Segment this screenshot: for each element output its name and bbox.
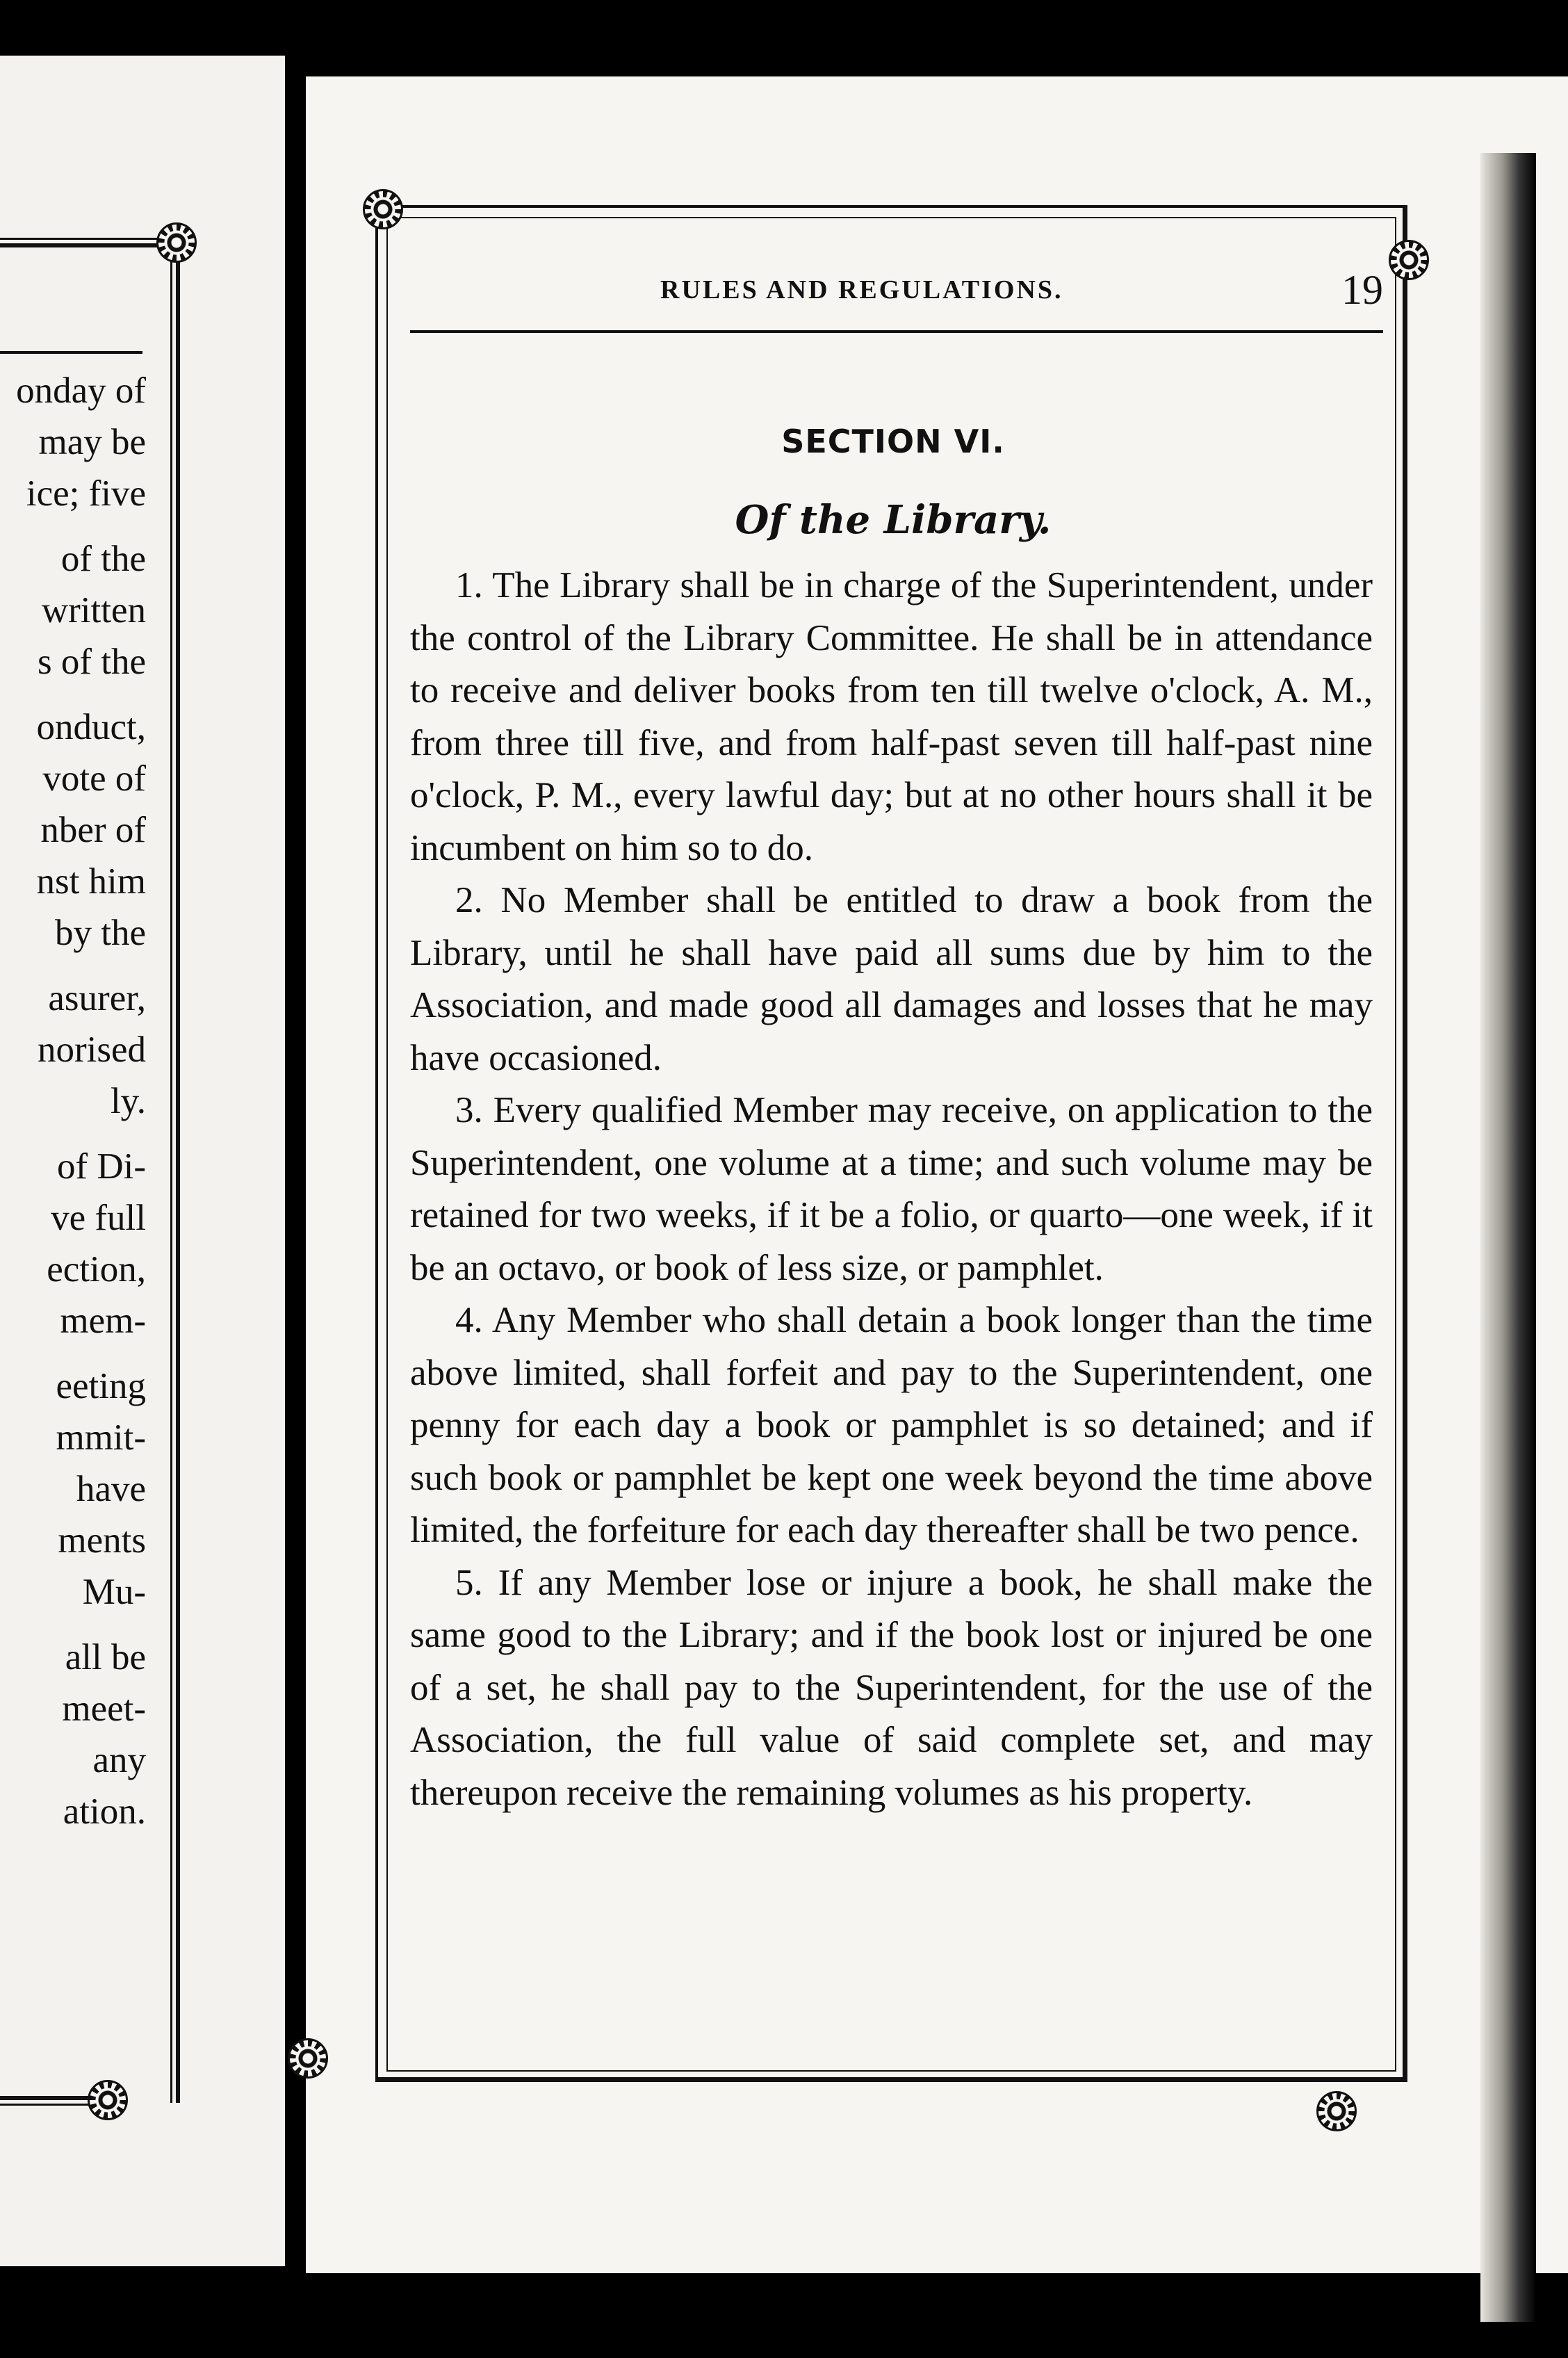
rosette-ornament-icon xyxy=(363,189,403,229)
text-line: eeting xyxy=(56,1366,146,1406)
text-line: onday of xyxy=(16,371,146,411)
rosette-ornament-icon xyxy=(156,222,197,263)
text-line: of the xyxy=(60,539,146,579)
text-line: Mu- xyxy=(82,1572,146,1612)
paragraph: 2. No Member shall be entitled to draw a book from the Library, until he shall have paid all sums due by him to the Association, and made good all damages and losses that he may have occasioned. xyxy=(410,880,1373,1078)
text-line: ation. xyxy=(63,1791,146,1832)
text-line: by the xyxy=(55,913,146,953)
text-line: may be xyxy=(38,422,146,462)
text-line: have xyxy=(76,1469,146,1509)
text-line: ice; five xyxy=(26,473,146,514)
paragraph: 5. If any Member lose or injure a book, he shall make the same good to the Library; and if the book lost or injured be one of a set, he shall pay to the Superintendent, for the use of the Association, the full value of said complete set, and may thereupon receive the remaining volumes as his property. xyxy=(410,1562,1373,1813)
section-title: SECTION VI. xyxy=(781,423,1005,460)
section-subtitle: Of the Library. xyxy=(735,497,1052,543)
text-line: ve full xyxy=(51,1198,146,1238)
left-page-text xyxy=(0,365,146,1837)
left-frame-top-border xyxy=(0,238,177,247)
text-line: ments xyxy=(58,1520,146,1561)
text-line: nst him xyxy=(36,861,146,902)
text-line: ly. xyxy=(110,1081,146,1121)
page-number: 19 xyxy=(1341,267,1383,313)
paragraph: 1. The Library shall be in charge of the Superintendent, under the control of the Library Committee. He shall be in attendance to receive and deliver books from ten till twelve o'clock, A. M., from three till five, and from half-past seven till half-past nine o'clock, P. M., every lawful day; but at no other hours shall it be incumbent on him so to do. xyxy=(410,565,1373,868)
left-page xyxy=(0,56,285,2266)
text-line: onduct, xyxy=(36,707,146,747)
header-rule xyxy=(410,330,1383,333)
text-line: asurer, xyxy=(48,978,146,1018)
running-head: RULES AND REGULATIONS. xyxy=(660,275,1063,304)
left-frame-right-border xyxy=(170,254,180,2103)
left-header-rule xyxy=(0,351,142,354)
rosette-ornament-icon xyxy=(1316,2091,1357,2131)
page-header xyxy=(410,267,1383,330)
text-line: any xyxy=(92,1740,146,1780)
text-line: written xyxy=(41,590,146,631)
text-line: vote of xyxy=(42,758,146,799)
rosette-ornament-icon xyxy=(88,2080,128,2120)
body-text xyxy=(410,560,1373,1819)
left-frame-bottom-border xyxy=(0,2096,97,2106)
text-line: s of the xyxy=(37,642,146,682)
text-line: norised xyxy=(37,1030,146,1070)
rosette-ornament-icon xyxy=(1389,240,1429,280)
text-line: meet- xyxy=(62,1689,146,1729)
text-line: mmit- xyxy=(56,1417,146,1458)
text-line: ection, xyxy=(47,1249,146,1290)
text-line: of Di- xyxy=(56,1146,146,1187)
text-line: nber of xyxy=(40,810,146,850)
text-line: all be xyxy=(65,1637,146,1677)
rosette-ornament-icon xyxy=(288,2038,328,2079)
paragraph: 3. Every qualified Member may receive, on application to the Superintendent, one volume at a time; and such volume may be retained for two weeks, if it be a folio, or quarto—one week, if it be an octavo, or book of less size, or pamphlet. xyxy=(410,1090,1373,1288)
book-spine-shadow xyxy=(1480,153,1536,2322)
text-line: mem- xyxy=(60,1301,146,1341)
paragraph: 4. Any Member who shall detain a book longer than the time above limited, shall forfeit and pay to the Superintendent, one penny for each day a book or pamphlet is so detained; and if such book or pamphlet be kept one week beyond the time above limited, the forfeiture for each day thereafter shall be two pence. xyxy=(410,1300,1373,1550)
